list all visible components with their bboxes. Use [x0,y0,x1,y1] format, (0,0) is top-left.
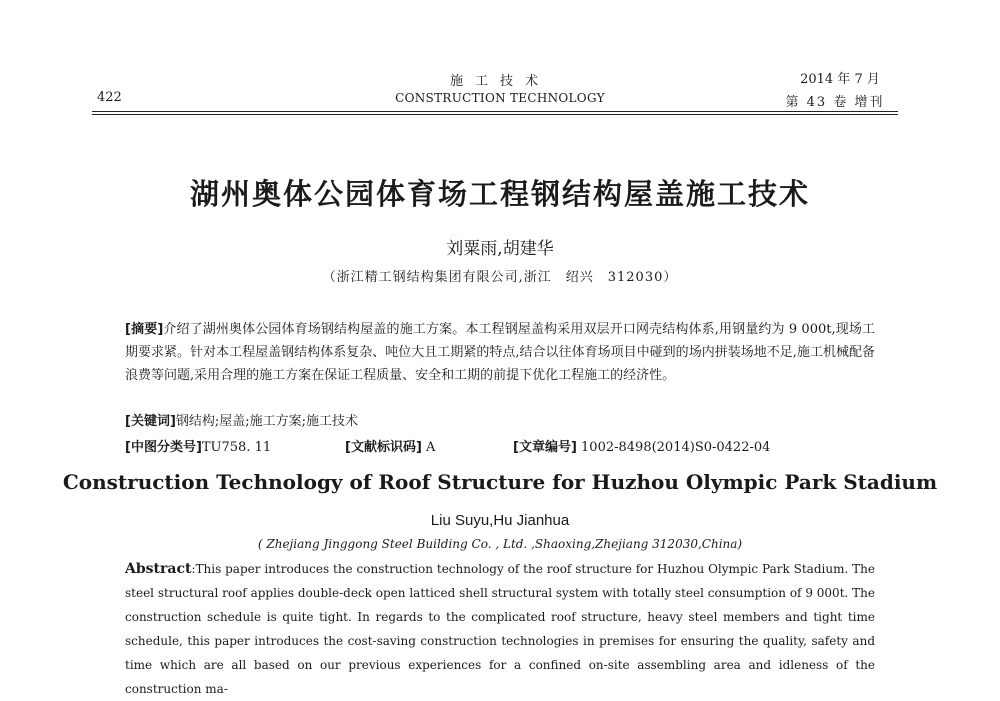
issue-date: 2014 年 7 月 [800,72,880,87]
abstract-cn [125,318,875,387]
keywords-cn-text: 钢结构;屋盖;施工方案;施工技术 [175,414,359,429]
document-code-value: A [426,440,436,455]
paper-title-en: Construction Technology of Roof Structure for Huzhou Olympic Park Stadium [62,470,938,494]
affiliation-en: ( Zhejiang Jinggong Steel Building Co. , Ltd. ,Shaoxing,Zhejiang 312030,China) [257,537,743,551]
classification-number [125,436,271,455]
keywords-cn-label: [关键词] [125,414,176,429]
authors-en: Liu Suyu,Hu Jianhua [430,512,570,529]
header-rule-bottom [92,114,898,115]
issue-volume: 第 43 卷 增刊 [785,95,885,110]
page-number: 422 [97,90,122,105]
journal-name-en: CONSTRUCTION TECHNOLOGY [395,91,605,105]
affiliation-cn: （浙江精工钢结构集团有限公司,浙江 绍兴 312030） [322,270,678,285]
abstract-cn-text: 介绍了湖州奥体公园体育场钢结构屋盖的施工方案。本工程钢屋盖构采用双层开口网壳结构体系,用钢量约为 9 000t,现场工期要求紧。针对本工程屋盖钢结构体系复杂、吨位大且工期紧的特点,结合以往体育场项目中碰到的场内拼装场地不足,施工机械配备浪费等问题,采用合理的施工方案在保证工程质量、安全和工期的前提下优化工程施工的经济性。 [125,322,875,383]
abstract-en: Abstract:This paper introduces the construction technology of the roof structure for Huzhou Olympic Park Stadium. The steel structural roof applies double-deck open latticed shell structural system with totally steel consumption of 9 000t. The construction schedule is quite tight. In regards to the complicated roof structure, heavy steel members and tight time schedule, this paper introduces the cost-saving construction technologies in premises for ensuring the quality, safety and time which are all based on our previous experiences for a confined on-site assembling area and idleness of the construction ma- [125,561,875,696]
document-code-label: [文献标识码] [345,440,422,455]
document-code [345,436,435,455]
classification-label: [中图分类号] [125,440,202,455]
journal-name-cn: 施工技术 [449,74,550,89]
authors-cn: 刘粟雨,胡建华 [446,239,554,259]
abstract-en-label: Abstract [125,561,192,577]
article-number [513,436,770,455]
paper-title-cn: 湖州奥体公园体育场工程钢结构屋盖施工技术 [189,177,810,211]
article-number-value: 1002-8498(2014)S0-0422-04 [581,440,771,455]
abstract-en-text: This paper introduces the construction technology of the roof structure for Huzhou Olympic Park Stadium. The steel structural roof applies double-deck open latticed shell structural system with totally steel consumption of 9 000t. The construction schedule is quite tight. In regards to the complicated roof structure, heavy steel members and tight time schedule, this paper introduces the cost-saving construction technologies in premises for ensuring the quality, safety and time which are all based on our previous experiences for a confined on-site assembling area and idleness of the construction ma- [125,562,875,696]
article-number-label: [文章编号] [513,440,577,455]
abstract-cn-label: [摘要] [125,322,164,337]
keywords-cn [125,410,875,429]
classification-value: TU758. 11 [201,440,272,455]
header-rule-top [92,111,898,112]
